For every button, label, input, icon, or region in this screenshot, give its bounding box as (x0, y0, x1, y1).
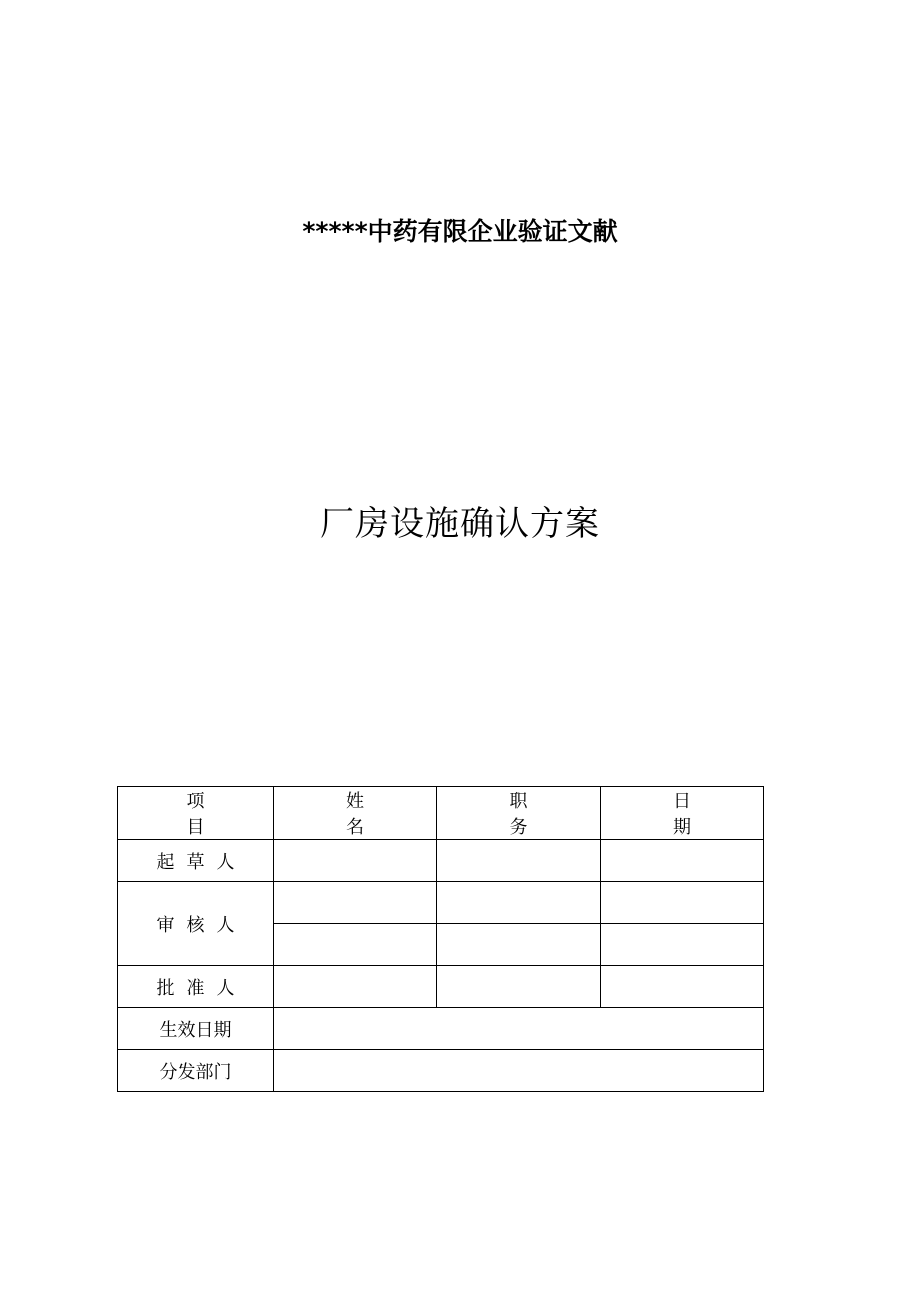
drafter-name-cell (274, 840, 437, 882)
document-title: 厂房设施确认方案 (320, 504, 600, 544)
table-row-approver (118, 966, 764, 1008)
table-row-distribution (118, 1050, 764, 1092)
row-label-drafter: 起草人 (118, 840, 274, 882)
distribution-value-cell (274, 1050, 764, 1092)
table-row-reviewer-1 (118, 882, 764, 924)
reviewer-2-position-cell (437, 924, 601, 966)
row-label-approver: 批准人 (118, 966, 274, 1008)
table-header-row (118, 787, 764, 840)
drafter-date-cell (601, 840, 764, 882)
column-header-position: 职 务 (437, 787, 601, 840)
row-label-reviewer: 审核人 (118, 882, 274, 966)
signoff-table (117, 786, 764, 1092)
company-title: *****中药有限企业验证文献 (302, 217, 618, 246)
approver-name-cell (274, 966, 437, 1008)
column-header-date: 日 期 (601, 787, 764, 840)
effective-date-value-cell (274, 1008, 764, 1050)
column-header-item: 项 目 (118, 787, 274, 840)
approver-position-cell (437, 966, 601, 1008)
row-label-distribution: 分发部门 (118, 1050, 274, 1092)
row-label-effective-date: 生效日期 (118, 1008, 274, 1050)
reviewer-2-name-cell (274, 924, 437, 966)
column-header-name: 姓 名 (274, 787, 437, 840)
approver-date-cell (601, 966, 764, 1008)
reviewer-2-date-cell (601, 924, 764, 966)
table-row-drafter (118, 840, 764, 882)
table-row-effective-date (118, 1008, 764, 1050)
drafter-position-cell (437, 840, 601, 882)
reviewer-1-position-cell (437, 882, 601, 924)
reviewer-1-date-cell (601, 882, 764, 924)
reviewer-1-name-cell (274, 882, 437, 924)
